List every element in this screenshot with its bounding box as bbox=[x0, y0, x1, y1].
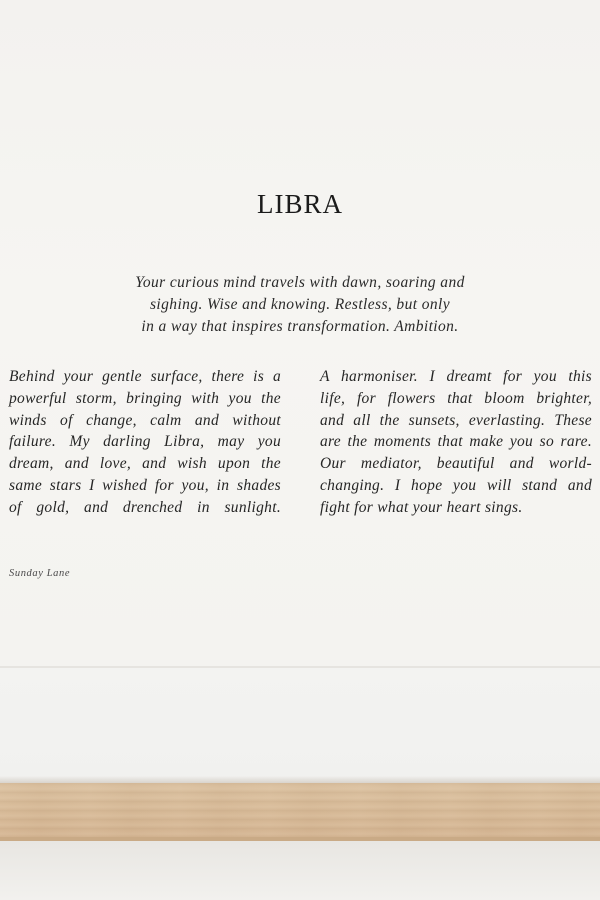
floor-surface bbox=[0, 841, 600, 900]
right-verse-line: life, for flowers that bloom brighter, bbox=[320, 389, 592, 407]
poster-title: LIBRA bbox=[257, 189, 343, 219]
left-verse-line: of gold, and drenched in sunlight. bbox=[9, 498, 281, 516]
signature: Sunday Lane bbox=[9, 568, 71, 579]
left-verse-line: powerful storm, bringing with you the bbox=[9, 389, 281, 407]
right-verse-line: and all the sunsets, everlasting. These bbox=[320, 411, 592, 429]
wooden-shelf bbox=[0, 783, 600, 839]
intro-line: sighing. Wise and knowing. Restless, but only bbox=[150, 296, 450, 313]
intro-line: in a way that inspires transformation. Ambition. bbox=[141, 318, 459, 335]
right-column-verse bbox=[320, 366, 592, 519]
right-verse-line: are the moments that make you so rare. bbox=[320, 433, 592, 451]
left-verse-line: same stars I wished for you, in shades bbox=[9, 476, 281, 494]
right-verse-line: fight for what your heart sings. bbox=[320, 498, 523, 516]
left-verse-line: dream, and love, and wish upon the bbox=[9, 455, 281, 473]
left-verse-line: winds of change, calm and without bbox=[9, 411, 281, 429]
right-verse-line: changing. I hope you will stand and bbox=[320, 476, 592, 494]
right-verse-line: Our mediator, beautiful and world- bbox=[320, 455, 592, 473]
left-verse-line: failure. My darling Libra, may you bbox=[9, 433, 281, 451]
frame-mat bbox=[0, 668, 600, 780]
left-column-verse bbox=[9, 366, 281, 519]
right-verse-line: A harmoniser. I dreamt for you this bbox=[320, 368, 592, 385]
intro-verse bbox=[90, 272, 510, 338]
left-verse-line: Behind your gentle surface, there is a bbox=[9, 368, 281, 385]
intro-line: Your curious mind travels with dawn, soaring and bbox=[135, 274, 465, 291]
